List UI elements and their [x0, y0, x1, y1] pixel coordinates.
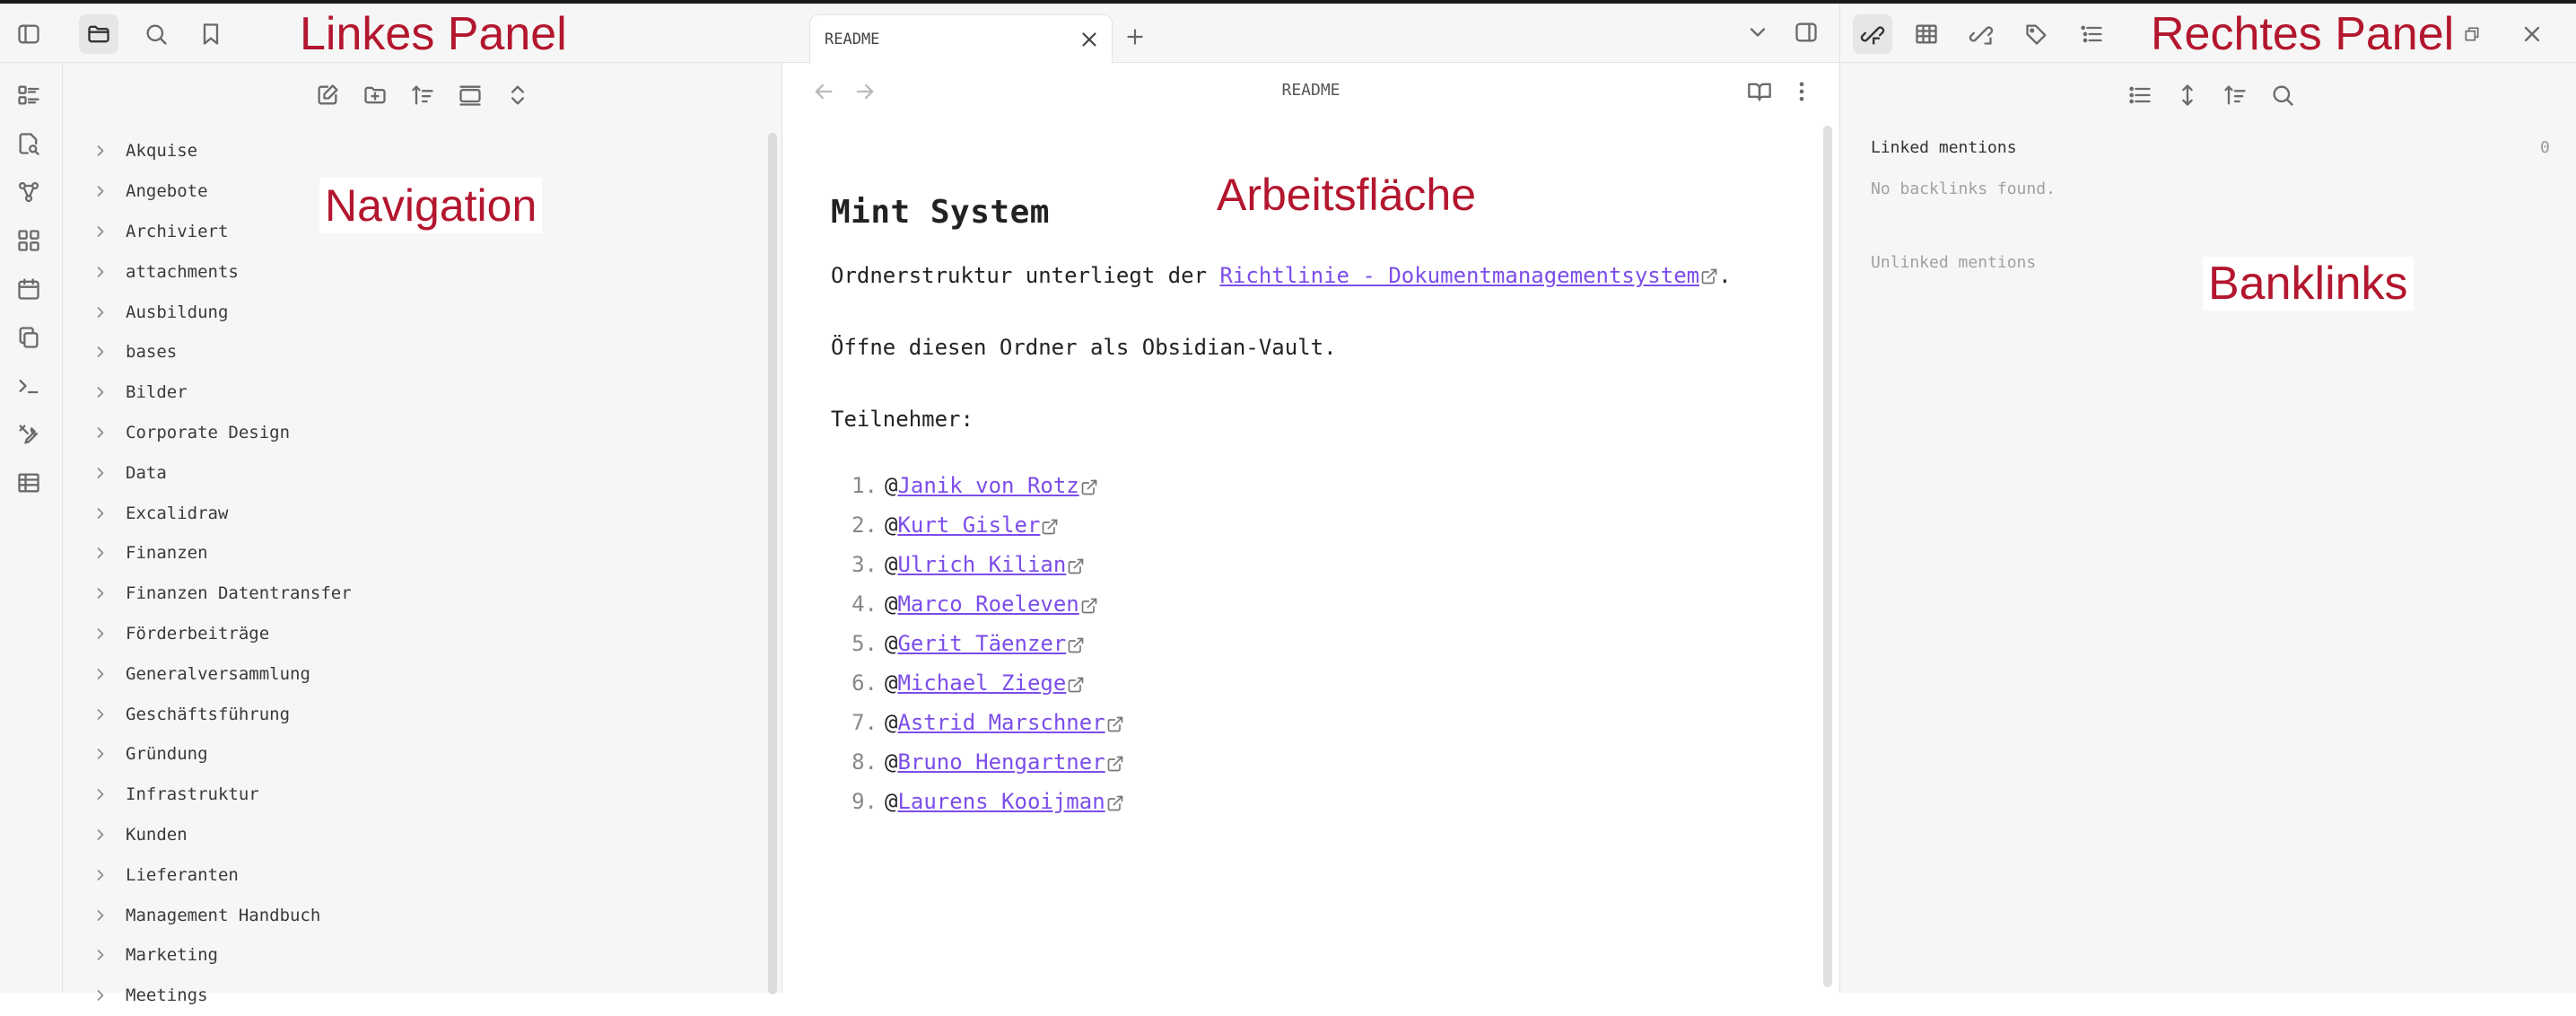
list-item: [831, 703, 1746, 742]
restore-icon[interactable]: [2452, 14, 2492, 54]
file-explorer: [63, 63, 782, 1006]
folder-item[interactable]: [90, 131, 754, 171]
list-item: [831, 663, 1746, 703]
workspace-editor[interactable]: [782, 120, 1839, 993]
outline-icon[interactable]: [2072, 14, 2111, 54]
tab-bar: [782, 4, 1839, 63]
backlinks-icon[interactable]: [1853, 14, 1892, 54]
list-item: [831, 742, 1746, 782]
participant-link[interactable]: Ulrich Kilian: [897, 552, 1067, 577]
participant-link[interactable]: Marco Roeleven: [897, 591, 1079, 617]
calendar-icon[interactable]: [9, 269, 48, 309]
at-sign: @: [885, 512, 898, 538]
folder-label: Marketing: [126, 945, 218, 966]
list-number: 8.: [851, 749, 878, 775]
tags-icon[interactable]: [2017, 14, 2056, 54]
list-number: 4.: [851, 591, 878, 617]
navigation-annotation: Navigation: [319, 178, 542, 233]
folder-label: Kunden: [126, 824, 188, 845]
chevron-right-icon[interactable]: [92, 303, 109, 321]
folder-item[interactable]: [90, 292, 754, 332]
copy-icon[interactable]: [9, 318, 48, 357]
folder-label: Archiviert: [126, 221, 229, 241]
folder-label: Förderbeiträge: [126, 623, 270, 644]
folder-label: Angebote: [126, 181, 208, 202]
chevron-right-icon[interactable]: [92, 986, 109, 1004]
folder-item[interactable]: [90, 734, 754, 775]
external-link-icon: [1700, 264, 1718, 282]
left-panel-annotation: Linkes Panel: [300, 8, 567, 60]
document-heading: Mint System: [831, 194, 1050, 231]
list-icon[interactable]: [2120, 75, 2160, 115]
folder-item[interactable]: [90, 171, 754, 212]
paragraph-vault: Öffne diesen Ordner als Obsidian-Vault.: [831, 335, 1337, 360]
folder-label: Management Handbuch: [126, 905, 321, 925]
folder-label: bases: [126, 342, 178, 363]
participant-link[interactable]: Laurens Kooijman: [897, 789, 1105, 814]
tab-title: README: [825, 31, 880, 48]
chevron-right-icon[interactable]: [92, 866, 109, 884]
chevron-down-icon[interactable]: [1738, 13, 1777, 52]
close-window-icon[interactable]: [2512, 14, 2552, 54]
new-folder-icon[interactable]: [355, 75, 395, 115]
at-sign: @: [885, 473, 898, 498]
folder-item[interactable]: [90, 452, 754, 493]
tools-icon[interactable]: [9, 415, 48, 454]
folder-label: Akquise: [126, 141, 198, 162]
expand-icon[interactable]: [2168, 75, 2207, 115]
list-number: 9.: [851, 789, 878, 814]
external-link-icon: [1106, 753, 1124, 771]
folder-label: Bilder: [126, 382, 188, 403]
folder-label: Lieferanten: [126, 864, 239, 885]
chevron-right-icon[interactable]: [92, 785, 109, 803]
participant-link[interactable]: Bruno Hengartner: [897, 749, 1105, 775]
list-number: 2.: [851, 512, 878, 538]
left-panel-header: [0, 4, 782, 63]
list-number: 6.: [851, 670, 878, 696]
folder-item[interactable]: [90, 574, 754, 614]
folder-item[interactable]: [90, 372, 754, 413]
chevron-right-icon[interactable]: [92, 745, 109, 763]
blocks-icon[interactable]: [9, 221, 48, 260]
folder-label: Data: [126, 462, 167, 483]
folder-item[interactable]: [90, 775, 754, 815]
folder-item[interactable]: [90, 815, 754, 855]
at-sign: @: [885, 631, 898, 656]
chevron-right-icon[interactable]: [92, 464, 109, 482]
folder-label: Corporate Design: [126, 422, 291, 442]
table-icon[interactable]: [9, 463, 48, 503]
file-search-icon[interactable]: [9, 124, 48, 163]
participant-link[interactable]: Janik von Rotz: [897, 473, 1079, 498]
right-panel-annotation: Rechtes Panel: [2151, 8, 2455, 60]
document-body: [831, 194, 1746, 821]
folder-item[interactable]: [90, 935, 754, 976]
external-link-icon: [1106, 793, 1124, 810]
external-link-icon: [1080, 477, 1098, 495]
editor-scrollbar[interactable]: [1823, 126, 1832, 987]
sidebar-toggle-icon[interactable]: [9, 14, 48, 54]
folder-item[interactable]: [90, 976, 754, 1016]
folder-label: Infrastruktur: [126, 784, 259, 805]
chevron-right-icon[interactable]: [92, 343, 109, 361]
right-panel-header: [1839, 4, 2576, 63]
chevron-right-icon[interactable]: [92, 383, 109, 401]
at-sign: @: [885, 591, 898, 617]
external-link-icon: [1067, 556, 1085, 574]
outgoing-links-icon[interactable]: [1961, 14, 2001, 54]
list-item: [831, 505, 1746, 545]
chevron-right-icon[interactable]: [92, 182, 109, 200]
at-sign: @: [885, 670, 898, 696]
folder-label: Excalidraw: [126, 503, 229, 523]
plus-icon[interactable]: [1123, 25, 1147, 48]
list-item: [831, 584, 1746, 624]
close-icon[interactable]: [1078, 28, 1101, 51]
chevron-right-icon[interactable]: [92, 424, 109, 442]
folder-item[interactable]: [90, 854, 754, 895]
folder-label: Generalversammlung: [126, 663, 310, 684]
list-item: [831, 466, 1746, 505]
table-icon[interactable]: [1907, 14, 1946, 54]
reading-view-icon[interactable]: [1740, 72, 1779, 111]
chevron-right-icon[interactable]: [92, 223, 109, 241]
folder-item[interactable]: [90, 614, 754, 654]
folder-item[interactable]: [90, 694, 754, 734]
bookmark-icon[interactable]: [191, 14, 231, 54]
list-item: [831, 782, 1746, 821]
list-number: 1.: [851, 473, 878, 498]
paragraph-text: Ordnerstruktur unterliegt der: [831, 263, 1220, 288]
chevron-right-icon[interactable]: [92, 665, 109, 683]
chevron-right-icon[interactable]: [92, 584, 109, 602]
participant-link[interactable]: Kurt Gisler: [897, 512, 1041, 538]
folder-label: attachments: [126, 261, 239, 282]
at-sign: @: [885, 789, 898, 814]
chevron-right-icon[interactable]: [92, 625, 109, 643]
chevron-right-icon[interactable]: [92, 907, 109, 924]
list-icon[interactable]: [9, 75, 48, 115]
chevron-right-icon[interactable]: [92, 826, 109, 844]
list-item: [831, 624, 1746, 663]
chevron-right-icon[interactable]: [92, 142, 109, 160]
view-title: README: [1281, 81, 1340, 100]
folder-label: Finanzen: [126, 543, 208, 564]
folder-item[interactable]: [90, 895, 754, 935]
backlinks-annotation: Banklinks: [2203, 257, 2414, 311]
linked-mentions-header[interactable]: Linked mentions: [1871, 138, 2017, 157]
chevron-right-icon[interactable]: [92, 705, 109, 723]
participant-link[interactable]: Michael Ziege: [897, 670, 1067, 696]
paragraph-suffix: .: [1718, 263, 1732, 288]
right-sidebar-toggle-icon[interactable]: [1786, 13, 1826, 52]
folder-tree: [90, 131, 754, 1016]
list-item: [831, 545, 1746, 584]
backlinks-panel: [1839, 63, 2576, 993]
expand-collapse-icon[interactable]: [498, 75, 537, 115]
folder-label: Ausbildung: [126, 302, 229, 322]
external-link-icon: [1067, 635, 1085, 653]
chevron-right-icon[interactable]: [92, 504, 109, 522]
folder-item[interactable]: [90, 332, 754, 372]
chevron-right-icon[interactable]: [92, 946, 109, 964]
folder-item[interactable]: [90, 653, 754, 694]
external-link-icon: [1041, 516, 1059, 534]
linked-mentions-count: 0: [2540, 138, 2550, 157]
folder-icon[interactable]: [79, 14, 118, 54]
workspace-annotation: Arbeitsfläche: [1217, 170, 1477, 220]
participant-link[interactable]: Astrid Marschner: [897, 710, 1105, 735]
folder-item[interactable]: [90, 493, 754, 533]
view-header: [782, 63, 1839, 120]
unlinked-mentions-header[interactable]: Unlinked mentions: [1871, 253, 2037, 272]
search-icon[interactable]: [136, 14, 176, 54]
collapse-all-icon[interactable]: [450, 75, 490, 115]
at-sign: @: [885, 552, 898, 577]
folder-label: Geschäftsführung: [126, 704, 291, 724]
more-options-icon[interactable]: [1782, 72, 1821, 111]
tab-readme[interactable]: [809, 14, 1113, 64]
external-link-icon: [1106, 714, 1124, 731]
participants-list: [831, 466, 1746, 821]
ribbon: [0, 63, 63, 993]
folder-item[interactable]: [90, 251, 754, 292]
folder-label: Meetings: [126, 985, 208, 1006]
chevron-right-icon[interactable]: [92, 263, 109, 281]
new-note-icon[interactable]: [308, 75, 347, 115]
graph-icon[interactable]: [9, 172, 48, 212]
list-number: 3.: [851, 552, 878, 577]
folder-item[interactable]: [90, 533, 754, 574]
folder-label: Finanzen Datentransfer: [126, 583, 352, 604]
list-number: 7.: [851, 710, 878, 735]
at-sign: @: [885, 710, 898, 735]
external-link-icon: [1080, 595, 1098, 613]
folder-label: Gründung: [126, 744, 208, 765]
sort-icon[interactable]: [403, 75, 442, 115]
folder-item[interactable]: [90, 212, 754, 252]
guideline-link[interactable]: Richtlinie - Dokumentmanagementsystem: [1219, 263, 1700, 288]
folder-item[interactable]: [90, 413, 754, 453]
participant-link[interactable]: Gerit Täenzer: [897, 631, 1067, 656]
paragraph-structure: [831, 261, 1746, 290]
sort-icon[interactable]: [2215, 75, 2255, 115]
chevron-right-icon[interactable]: [92, 544, 109, 562]
at-sign: @: [885, 749, 898, 775]
paragraph-participants: Teilnehmer:: [831, 407, 974, 432]
external-link-icon: [1067, 674, 1085, 692]
terminal-icon[interactable]: [9, 366, 48, 406]
file-panel-scrollbar[interactable]: [768, 133, 777, 994]
search-icon[interactable]: [2263, 75, 2302, 115]
no-backlinks-text: No backlinks found.: [1871, 180, 2056, 198]
list-number: 5.: [851, 631, 878, 656]
